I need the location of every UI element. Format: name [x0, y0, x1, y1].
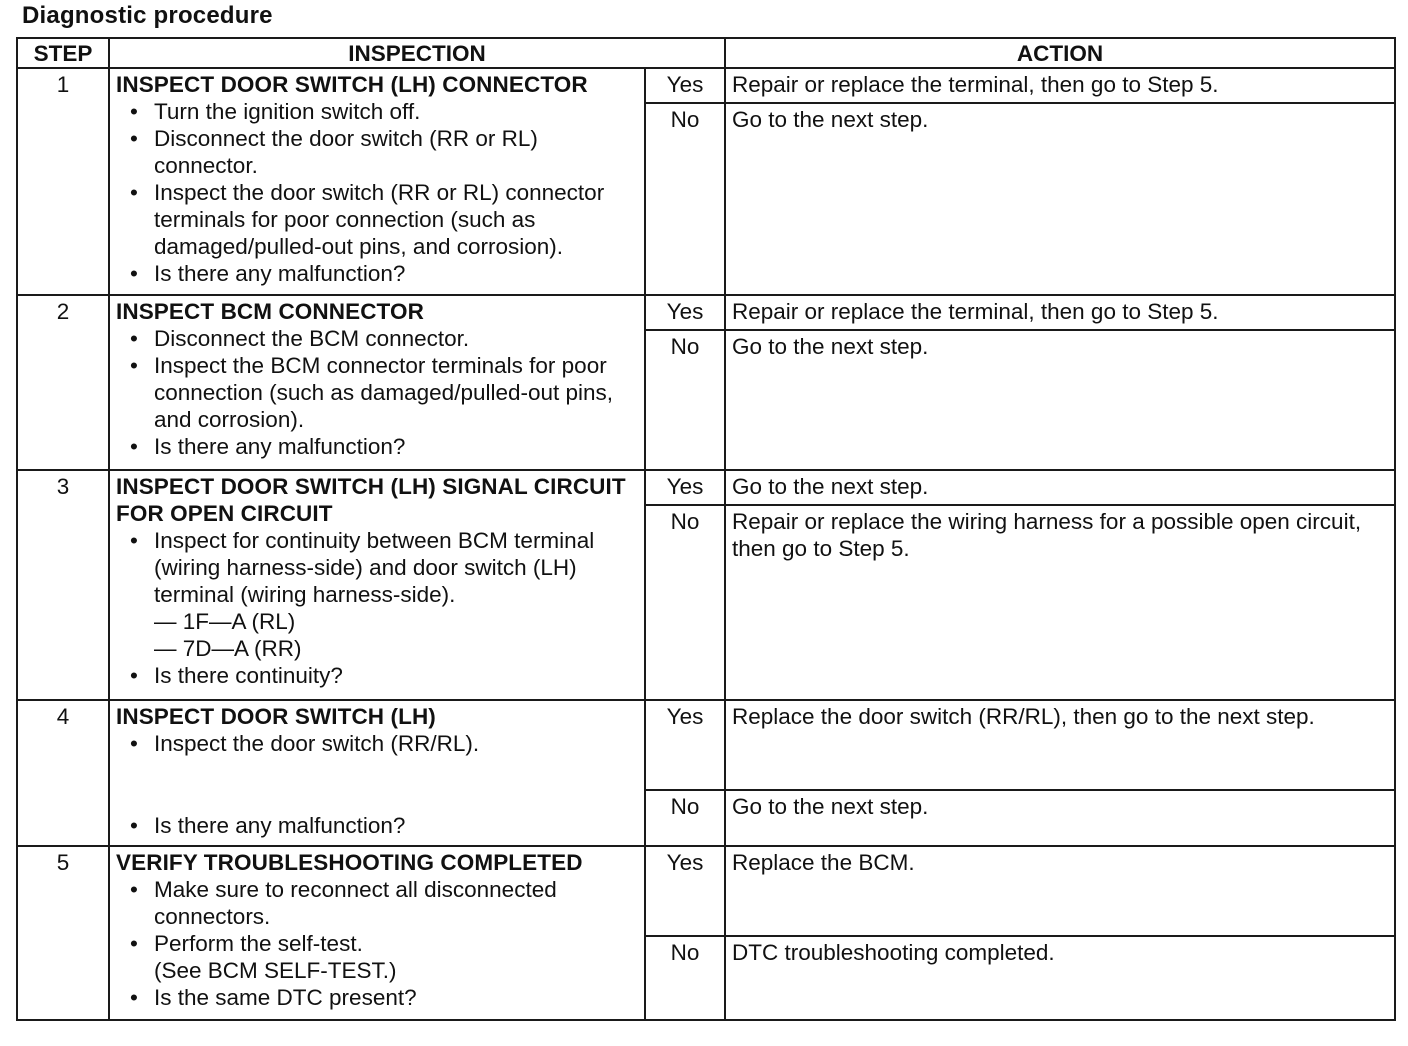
answer-yes: Yes	[645, 68, 725, 103]
step-inspection	[109, 470, 645, 700]
inspection-item: • Is the same DTC present?	[130, 984, 638, 1011]
inspection-item: • Is there any malfunction?	[130, 433, 638, 460]
inspection-item-text: Perform the self-test.	[154, 931, 363, 956]
answer-yes: Yes	[645, 295, 725, 330]
action-no: Go to the next step.	[725, 103, 1395, 295]
action-no: Go to the next step.	[725, 790, 1395, 846]
action-no: Go to the next step.	[725, 330, 1395, 470]
answer-no: No	[645, 790, 725, 846]
inspection-list	[116, 527, 638, 689]
inspection-list	[116, 98, 638, 287]
inspection-item: • Is there continuity?	[130, 662, 638, 689]
step-number: 2	[17, 295, 109, 470]
inspection-item	[130, 930, 638, 984]
answer-no: No	[645, 505, 725, 700]
action-yes: Go to the next step.	[725, 470, 1395, 505]
answer-no: No	[645, 936, 725, 1020]
inspection-item: • Make sure to reconnect all disconnected connectors.	[130, 876, 638, 930]
answer-no: No	[645, 103, 725, 295]
page-title: Diagnostic procedure	[22, 2, 273, 29]
step-number: 3	[17, 470, 109, 700]
inspection-title: INSPECT BCM CONNECTOR	[116, 299, 424, 324]
action-no: DTC troubleshooting completed.	[725, 936, 1395, 1020]
inspection-item: • Disconnect the BCM connector.	[130, 325, 638, 352]
step-3-yes-row	[17, 470, 1395, 505]
action-yes: Replace the BCM.	[725, 846, 1395, 936]
action-no: Repair or replace the wiring harness for a possible open circuit, then go to Step 5.	[725, 505, 1395, 700]
inspection-list	[116, 730, 638, 757]
inspection-item: • Inspect the BCM connector terminals for poor connection (such as damaged/pulled-out pins, and corrosion).	[130, 352, 638, 433]
step-1-yes-row	[17, 68, 1395, 103]
step-number: 4	[17, 700, 109, 846]
step-4-yes-row	[17, 700, 1395, 790]
step-inspection	[109, 68, 645, 295]
answer-no: No	[645, 330, 725, 470]
step-number: 1	[17, 68, 109, 295]
answer-yes: Yes	[645, 846, 725, 936]
inspection-item-text: Inspect for continuity between BCM terminal (wiring harness-side) and door switch (LH) terminal (wiring harness-side).	[154, 528, 595, 607]
step-inspection	[109, 700, 645, 846]
step-2-yes-row	[17, 295, 1395, 330]
step-5-yes-row	[17, 846, 1395, 936]
terminal-pair-rr: — 7D—A (RR)	[154, 636, 302, 661]
inspection-list	[116, 325, 638, 460]
answer-yes: Yes	[645, 700, 725, 790]
inspection-title: INSPECT DOOR SWITCH (LH)	[116, 704, 436, 729]
inspection-title: INSPECT DOOR SWITCH (LH) SIGNAL CIRCUIT FOR OPEN CIRCUIT	[116, 474, 626, 526]
header-row	[17, 38, 1395, 68]
header-action: ACTION	[725, 38, 1395, 68]
inspection-item: • Turn the ignition switch off.	[130, 98, 638, 125]
inspection-item: • Disconnect the door switch (RR or RL) connector.	[130, 125, 638, 179]
inspection-item: • Inspect the door switch (RR/RL).	[130, 730, 638, 757]
header-step: STEP	[17, 38, 109, 68]
inspection-list	[116, 876, 638, 1011]
action-yes: Repair or replace the terminal, then go to Step 5.	[725, 295, 1395, 330]
action-yes: Repair or replace the terminal, then go to Step 5.	[725, 68, 1395, 103]
inspection-item	[130, 527, 638, 662]
inspection-item: • Inspect the door switch (RR or RL) connector terminals for poor connection (such as damaged/pulled-out pins, and corrosion).	[130, 179, 638, 260]
inspection-title: INSPECT DOOR SWITCH (LH) CONNECTOR	[116, 72, 588, 97]
answer-yes: Yes	[645, 470, 725, 505]
step-inspection	[109, 295, 645, 470]
header-inspection: INSPECTION	[109, 38, 725, 68]
inspection-item: • Is there any malfunction?	[130, 812, 638, 839]
inspection-title: VERIFY TROUBLESHOOTING COMPLETED	[116, 850, 583, 875]
spacer	[116, 757, 638, 812]
diagnostic-procedure-table	[16, 37, 1396, 1021]
terminal-pair-rl: — 1F—A (RL)	[154, 609, 296, 634]
inspection-list	[116, 812, 638, 839]
step-number: 5	[17, 846, 109, 1020]
action-yes: Replace the door switch (RR/RL), then go to the next step.	[725, 700, 1395, 790]
reference-note: (See BCM SELF-TEST.)	[154, 958, 397, 983]
step-inspection	[109, 846, 645, 1020]
inspection-item: • Is there any malfunction?	[130, 260, 638, 287]
